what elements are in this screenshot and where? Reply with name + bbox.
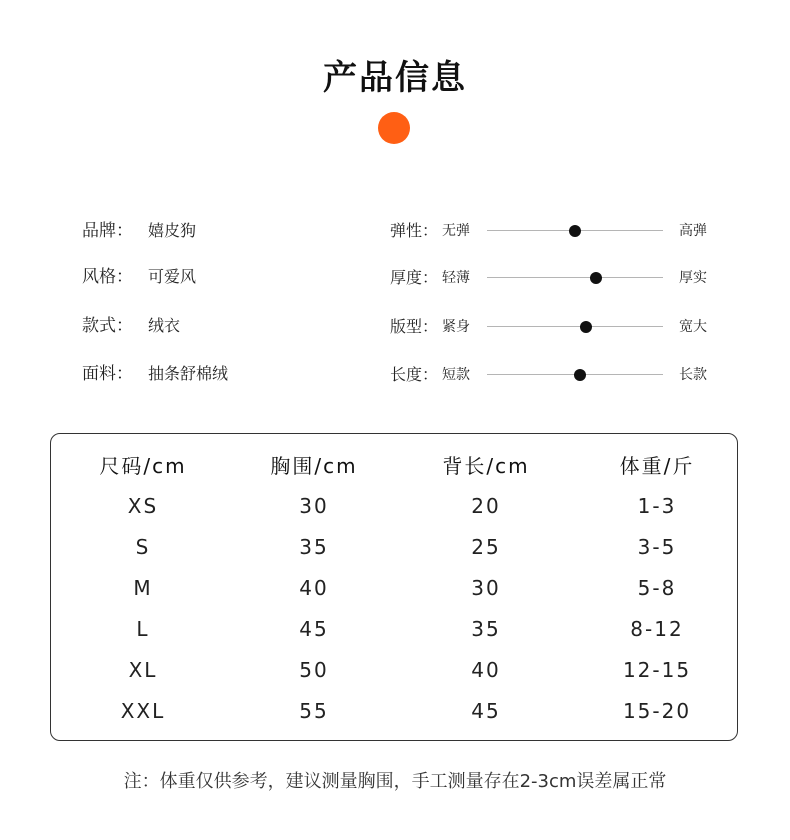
- table-cell: 55: [299, 699, 329, 723]
- accent-dot: [378, 112, 410, 144]
- scale-low-label: 短款: [442, 367, 470, 383]
- table-cell: 40: [471, 658, 501, 682]
- scale-fit: [390, 314, 720, 340]
- info-value: 嬉皮狗: [148, 221, 197, 240]
- table-cell: 45: [471, 699, 501, 723]
- info-key: 风格：: [82, 267, 133, 287]
- table-cell: 30: [471, 576, 501, 600]
- info-value: 抽条舒棉绒: [148, 364, 229, 383]
- scale-knob: [580, 321, 592, 333]
- info-value: 绒衣: [148, 316, 181, 335]
- scale-length: [390, 362, 720, 388]
- table-cell: 8-12: [630, 617, 684, 641]
- table-cell: 45: [299, 617, 329, 641]
- scale-key: 厚度：: [390, 268, 439, 287]
- table-cell: 35: [299, 535, 329, 559]
- scale-low-label: 轻薄: [442, 270, 470, 286]
- table-cell: 40: [299, 576, 329, 600]
- table-cell: 5-8: [637, 576, 677, 600]
- table-header-cell: 胸围/cm: [270, 454, 358, 478]
- scale-key: 版型：: [390, 317, 439, 336]
- table-cell: L: [136, 617, 150, 641]
- table-cell: 15-20: [622, 699, 692, 723]
- scale-high-label: 高弹: [679, 223, 707, 239]
- scale-low-label: 紧身: [442, 319, 470, 335]
- table-cell: 30: [299, 494, 329, 518]
- table-cell: XL: [128, 658, 158, 682]
- info-row-brand: [82, 218, 196, 244]
- table-cell: S: [135, 535, 151, 559]
- scale-knob: [574, 369, 586, 381]
- table-cell: 12-15: [622, 658, 692, 682]
- info-row-style: [82, 264, 196, 290]
- table-cell: 3-5: [637, 535, 677, 559]
- size-table: [50, 433, 738, 741]
- scale-key: 长度：: [390, 365, 439, 384]
- info-key: 面料：: [82, 364, 133, 384]
- scale-track: [487, 277, 663, 278]
- scale-knob: [590, 272, 602, 284]
- table-cell: XS: [127, 494, 159, 518]
- info-row-type: [82, 313, 180, 339]
- table-header-cell: 体重/斤: [619, 454, 695, 478]
- table-cell: 20: [471, 494, 501, 518]
- scale-thickness: [390, 265, 720, 291]
- scale-high-label: 宽大: [679, 319, 707, 335]
- info-key: 款式：: [82, 316, 133, 336]
- scale-key: 弹性：: [390, 221, 439, 240]
- scale-high-label: 长款: [679, 367, 707, 383]
- table-cell: M: [133, 576, 153, 600]
- info-key: 品牌：: [82, 221, 133, 241]
- size-note: 注：体重仅供参考，建议测量胸围，手工测量存在2-3cm误差属正常: [123, 771, 667, 792]
- scale-elasticity: [390, 218, 720, 244]
- info-row-fabric: [82, 361, 228, 387]
- page-title: 产品信息: [323, 58, 467, 98]
- table-cell: 35: [471, 617, 501, 641]
- table-cell: 25: [471, 535, 501, 559]
- scale-low-label: 无弹: [442, 223, 470, 239]
- scale-track: [487, 326, 663, 327]
- table-cell: 50: [299, 658, 329, 682]
- info-value: 可爱风: [148, 267, 197, 286]
- scale-high-label: 厚实: [679, 270, 707, 286]
- table-cell: XXL: [120, 699, 166, 723]
- table-cell: 1-3: [637, 494, 677, 518]
- scale-knob: [569, 225, 581, 237]
- table-header-cell: 背长/cm: [442, 454, 530, 478]
- table-header-cell: 尺码/cm: [99, 454, 187, 478]
